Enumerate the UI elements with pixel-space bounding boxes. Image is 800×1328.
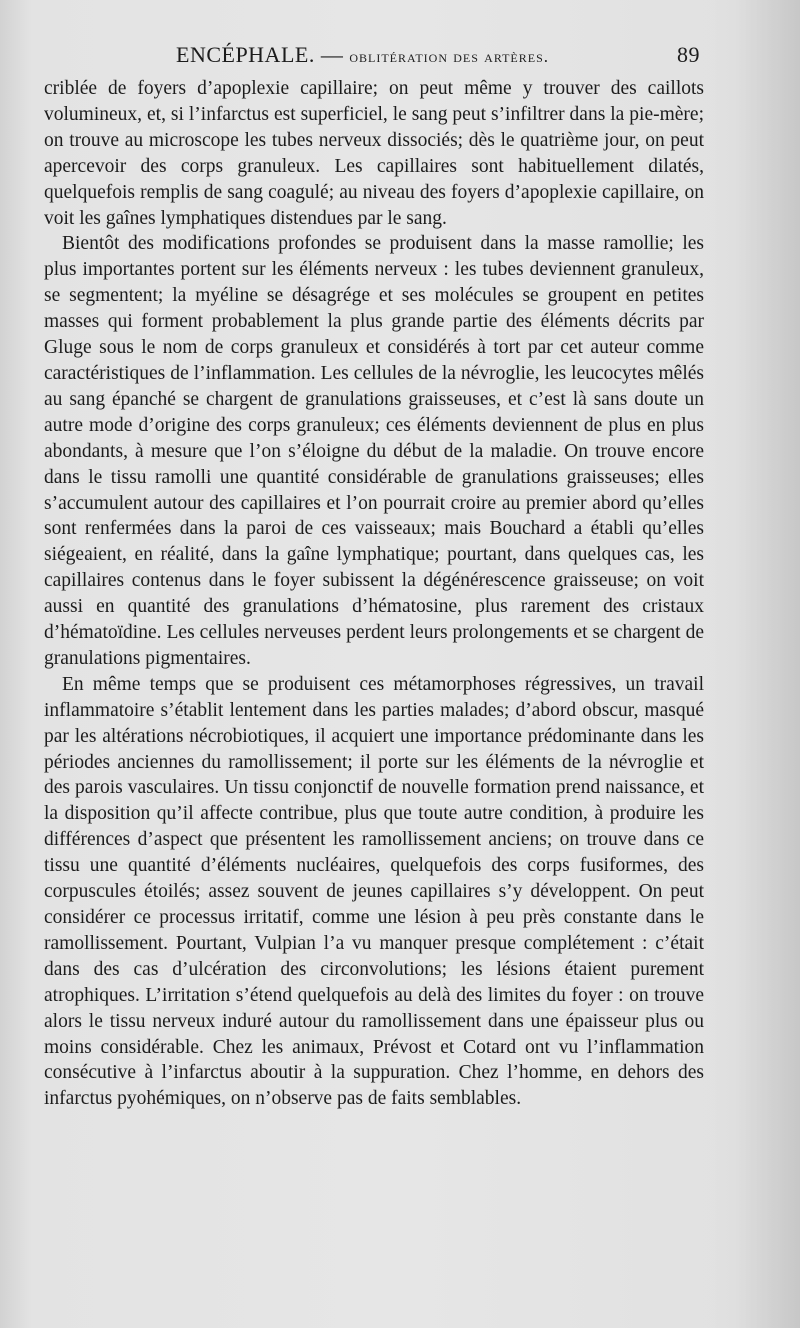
- paragraph-2: Bientôt des modifications profondes se produisent dans la masse ramollie; les plus importantes portent sur les éléments nerveux : les tubes deviennent granuleux, se segmentent; la myéline se désagrége et ses molécules se groupent en petites masses qui forment probablement la plus grande partie des éléments décrits par Gluge sous le nom de corps granuleux et considérés à tort par cet auteur comme caractéristiques de l’inflammation. Les cellules de la névroglie, les leucocytes mêlés au sang épanché se chargent de granulations graisseuses, et c’est là sans doute un autre mode d’origine des corps granuleux; ces éléments deviennent de plus en plus abondants, à mesure que l’on s’éloigne du début de la maladie. On trouve encore dans le tissu ramolli une quantité considérable de granulations graisseuses; elles s’accumulent autour des capillaires et l’on pourrait croire au premier abord qu’elles sont renfermées dans la paroi de ces vaisseaux; mais Bouchard a établi qu’elles siégeaient, en réalité, dans la gaîne lymphatique; pourtant, dans quelques cas, les capillaires contenus dans le foyer subissent la dégénérescence graisseuse; on voit aussi en quantité des granulations d’hématosine, plus rarement des cristaux d’hématoïdine. Les cellules nerveuses perdent leurs prolongements et se chargent de granulations pigmentaires.: [44, 233, 704, 669]
- page-number: 89: [677, 42, 700, 67]
- body-text: [44, 76, 704, 1112]
- title-dash: —: [320, 42, 344, 67]
- running-head-title: [176, 38, 549, 74]
- paragraph-3: En même temps que se produisent ces métamorphoses régressives, un travail inflammatoire s’établit lentement dans les parties malades; d’abord obscur, masqué par les altérations nécrobiotiques, il acquiert une importance prédominante dans les périodes anciennes du ramollissement; il porte sur les éléments de la névroglie et des parois vasculaires. Un tissu conjonctif de nouvelle formation prend naissance, et la disposition qu’il affecte contribue, plus que toute autre condition, à produire les différences d’aspect que présentent les ramollissement anciens; on trouve dans ce tissu une quantité d’éléments nucléaires, quelquefois des corps fusiformes, des corpuscules étoilés; assez souvent de jeunes capillaires s’y développent. On peut considérer ce processus irritatif, comme une lésion à peu près constante dans le ramollissement. Pourtant, Vulpian l’a vu manquer presque complétement : c’était dans des cas d’ulcération des circonvolutions; les lésions étaient purement atrophiques. L’irritation s’étend quelquefois au delà des limites du foyer : on trouve alors le tissu nerveux induré autour du ramollissement dans une épaisseur plus ou moins considérable. Chez les animaux, Prévost et Cotard ont vu l’inflammation consécutive à l’infarctus aboutir à la suppuration. Chez l’homme, en dehors des infarctus pyohémiques, on n’observe pas de faits semblables.: [44, 673, 704, 1110]
- running-head: [44, 38, 704, 72]
- section-subtitle: oblitération des artères.: [349, 47, 550, 66]
- paragraph-1: criblée de foyers d’apoplexie capillaire; on peut même y trouver des caillots volumineux, et, si l’infarctus est superficiel, le sang peut s’infiltrer dans la pie-mère; on trouve au microscope les tubes nerveux dissociés; dès le quatrième jour, on peut apercevoir des corps granuleux. Les capillaires sont habituellement dilatés, quelquefois remplis de sang coagulé; au niveau des foyers d’apoplexie capillaire, on voit les gaînes lymphatiques distendues par le sang.: [44, 78, 704, 229]
- page-edge-shadow: [710, 0, 800, 1328]
- chapter-title: ENCÉPHALE.: [176, 42, 315, 67]
